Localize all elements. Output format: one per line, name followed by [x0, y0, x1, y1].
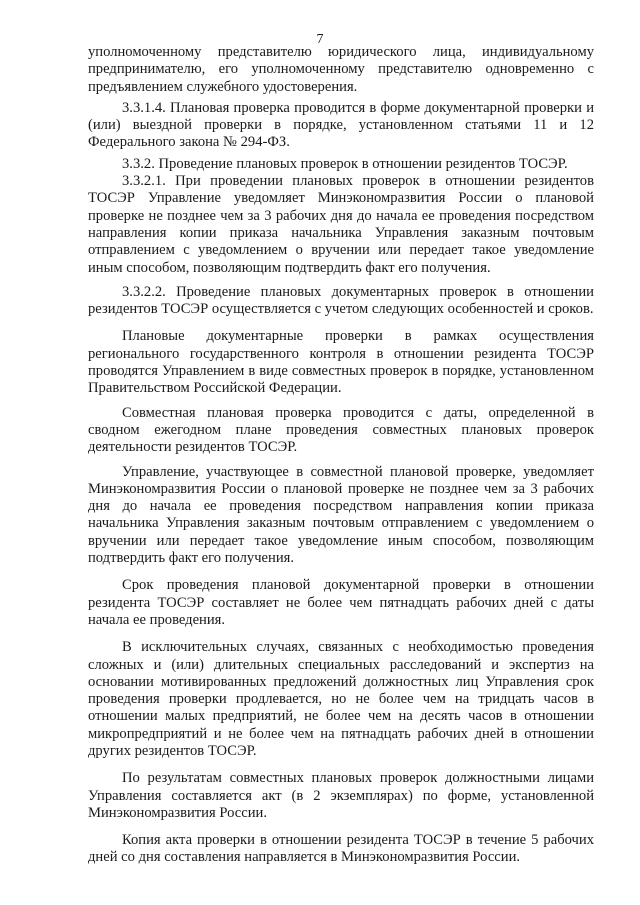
paragraph-check-duration: Срок проведения плановой документарной проверки в отношении резидента ТОСЭР составляет не более чем пятнадцать рабочих дней с даты начала ее проведения. — [88, 577, 594, 628]
paragraph-planned-checks: Плановые документарные проверки в рамках осуществления регионального государственного контроля в отношении резидента ТОСЭР проводятся Управлением в виде совместных проверок в порядке, установленном Правительством Российской Федерации. — [88, 328, 594, 397]
paragraph-exceptional-cases: В исключительных случаях, связанных с необходимостью проведения сложных и (или) длительных специальных расследований и экспертиз на основании мотивированных предложений должностных лиц Управления срок проведения проверки продлевается, но не более чем на тридцать часов в отношении малых предприятий, не более чем на десять часов в отношении микропредприятий и не более чем на пятнадцать рабочих дней в отношении других резидентов ТОСЭР. — [88, 639, 594, 759]
paragraph-continuation: уполномоченному представителю юридического лица, индивидуальному предпринимателю, его уполномоченному представителю одновременно с предъявлением служебного удостоверения. — [88, 44, 594, 95]
document-body — [88, 44, 594, 867]
paragraph-3-3-2-2: 3.3.2.2. Проведение плановых документарных проверок в отношении резидентов ТОСЭР осуществляется с учетом следующих особенностей и сроков. — [88, 283, 594, 318]
paragraph-3-3-2-1: 3.3.2.1. При проведении плановых проверок в отношении резидентов ТОСЭР Управление уведомляет Минэкономразвития России о плановой проверке не позднее чем за 3 рабочих дня до начала ее проведения посредством направления копии приказа начальника Управления заказным почтовым отправлением с уведомлением о вручении или передает такое уведомление иным способом, позволяющим подтвердить факт его получения. — [88, 173, 594, 276]
paragraph-3-3-1-4: 3.3.1.4. Плановая проверка проводится в форме документарной проверки и (или) выездной проверки в порядке, установленном статьями 11 и 12 Федерального закона № 294-ФЗ. — [88, 99, 594, 151]
paragraph-results-act: По результатам совместных плановых проверок должностными лицами Управления составляется акт (в 2 экземплярах) по форме, установленной Минэкономразвития России. — [88, 770, 594, 821]
paragraph-act-copy: Копия акта проверки в отношении резидента ТОСЭР в течение 5 рабочих дней со дня составления направляется в Минэкономразвития России. — [88, 832, 594, 866]
paragraph-notification: Управление, участвующее в совместной плановой проверке, уведомляет Минэкономразвития России о плановой проверке не позднее чем за 3 рабочих дня до начала ее проведения посредством направления копии приказа начальника Управления заказным почтовым отправлением с уведомлением о вручении или передает такое уведомление иным способом, позволяющим подтвердить факт его получения. — [88, 463, 594, 567]
page-number: 7 — [316, 32, 324, 47]
paragraph-3-3-2: 3.3.2. Проведение плановых проверок в отношении резидентов ТОСЭР. — [122, 155, 568, 172]
paragraph-joint-check-date: Совместная плановая проверка проводится с даты, определенной в сводном ежегодном плане проведения совместных плановых проверок деятельности резидентов ТОСЭР. — [88, 404, 594, 456]
